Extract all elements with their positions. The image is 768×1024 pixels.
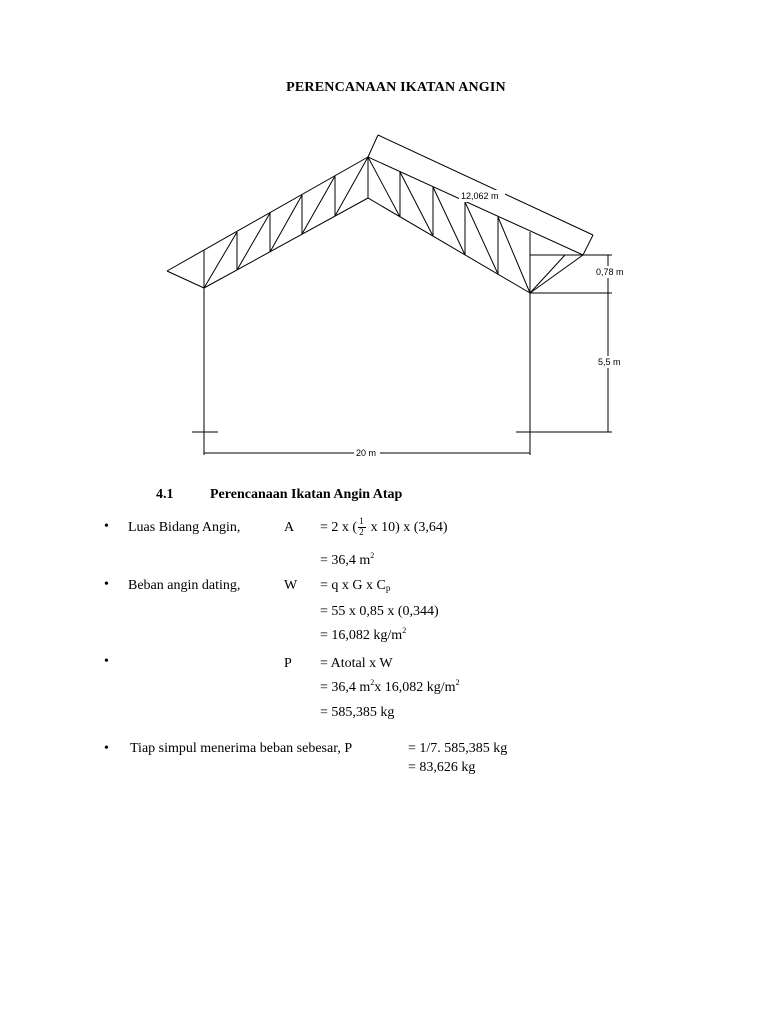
dim-rise-label: 0,78 m [596, 267, 624, 277]
luas-result: = 36,4 $m^2$ [320, 551, 375, 568]
p-formula: = Atotal x W [320, 656, 393, 671]
beban-formula: = q x G x $C_p$ [320, 578, 391, 593]
bullet-simpul: • [104, 741, 109, 756]
simpul-label: Tiap simpul menerima beban sebesar, P [130, 741, 353, 756]
half-fraction: $\frac{1}{2}$ [357, 521, 367, 535]
p-symbol: P [284, 656, 292, 671]
beban-symbol: W [284, 578, 298, 593]
bullet-p: • [104, 654, 109, 669]
simpul-result: = 83,626 kg [408, 760, 476, 775]
simpul-formula: = 1/7. 585,385 kg [408, 741, 508, 756]
truss-drawing [167, 135, 612, 455]
beban-step: = 55 x 0,85 x (0,344) [320, 604, 439, 619]
p-step: = 36,4 $m^2x$ 16,082 $kg/m^2$ [320, 678, 460, 695]
luas-label: Luas Bidang Angin, [128, 520, 241, 535]
luas-symbol: A [284, 520, 295, 535]
roof-truss-figure [160, 128, 630, 463]
top-chord [167, 157, 583, 271]
dim-height-label: 5,5 m [598, 357, 621, 367]
bottom-chord [204, 198, 530, 293]
dim-span-label: 20 m [356, 448, 377, 458]
bullet-beban: • [104, 577, 109, 592]
page-title: PERENCANAAN IKATAN ANGIN [286, 80, 506, 95]
p-result: = 585,385 kg [320, 705, 395, 720]
beban-result: = 16,082 $kg/m^2$ [320, 626, 407, 643]
beban-label: Beban angin dating, [128, 578, 241, 593]
section-number: 4.1 [156, 487, 174, 502]
dim-rafter-label: 12,062 m [461, 191, 499, 201]
section-title: Perencanaan Ikatan Angin Atap [210, 487, 403, 502]
luas-formula: = 2 x ( $\frac{1}{2}$ x 10) x (3,64) [320, 515, 448, 537]
bullet-luas: • [104, 519, 109, 534]
